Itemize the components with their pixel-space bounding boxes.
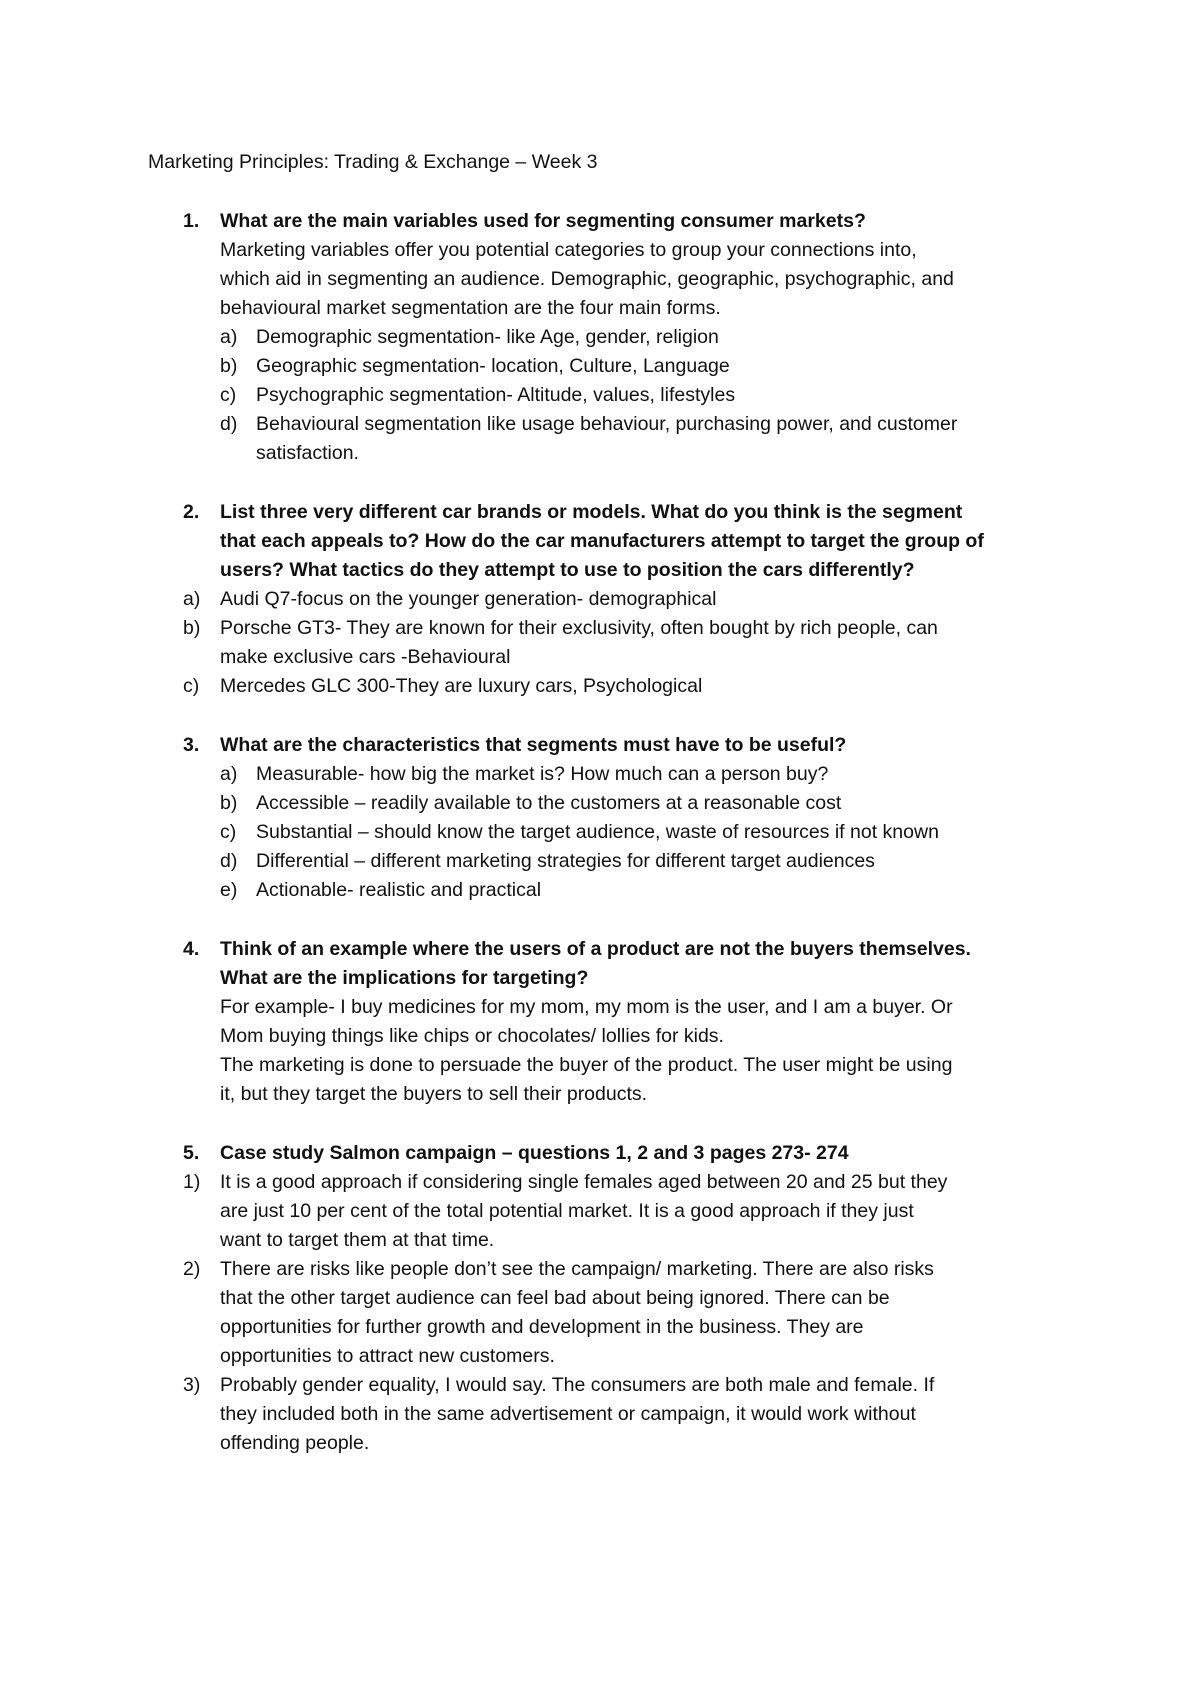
question-text: What are the implications for targeting?: [220, 967, 589, 989]
list-marker: a): [183, 588, 201, 610]
list-item-continued: want to target them at that time.: [220, 1229, 495, 1251]
answer-line: it, but they target the buyers to sell their products.: [220, 1083, 648, 1105]
list-item: Differential – different marketing strategies for different target audiences: [256, 850, 875, 872]
list-item-continued: opportunities to attract new customers.: [220, 1345, 555, 1367]
list-item: Behavioural segmentation like usage behaviour, purchasing power, and customer: [256, 413, 958, 435]
list-marker: c): [220, 384, 237, 406]
question-number: 5.: [183, 1142, 200, 1164]
list-marker: e): [220, 879, 238, 901]
list-item: Porsche GT3- They are known for their exclusivity, often bought by rich people, can: [220, 617, 938, 639]
list-item: Probably gender equality, I would say. The consumers are both male and female. If: [220, 1374, 935, 1396]
list-item-continued: are just 10 per cent of the total potential market. It is a good approach if they just: [220, 1200, 914, 1222]
question-text: List three very different car brands or models. What do you think is the segment: [220, 501, 963, 523]
list-item-continued: make exclusive cars -Behavioural: [220, 646, 511, 668]
list-marker: c): [220, 821, 237, 843]
answer-line: which aid in segmenting an audience. Demographic, geographic, psychographic, and: [220, 268, 954, 290]
list-item-continued: offending people.: [220, 1432, 370, 1454]
list-item: Demographic segmentation- like Age, gender, religion: [256, 326, 719, 348]
list-item-continued: that the other target audience can feel bad about being ignored. There can be: [220, 1287, 890, 1309]
list-marker: b): [220, 792, 238, 814]
list-item: Accessible – readily available to the customers at a reasonable cost: [256, 792, 842, 814]
list-marker: c): [183, 675, 200, 697]
answer-line: Marketing variables offer you potential categories to group your connections into,: [220, 239, 917, 261]
question-number: 4.: [183, 938, 200, 960]
answer-line: Mom buying things like chips or chocolates/ lollies for kids.: [220, 1025, 724, 1047]
question-text: Think of an example where the users of a product are not the buyers themselves.: [220, 938, 971, 960]
list-item: It is a good approach if considering single females aged between 20 and 25 but they: [220, 1171, 948, 1193]
list-item: Geographic segmentation- location, Culture, Language: [256, 355, 730, 377]
list-item: Substantial – should know the target audience, waste of resources if not known: [256, 821, 939, 843]
document-title: Marketing Principles: Trading & Exchange – Week 3: [148, 151, 598, 173]
question-text: Case study Salmon campaign – questions 1, 2 and 3 pages 273- 274: [220, 1142, 849, 1164]
list-item: There are risks like people don’t see the campaign/ marketing. There are also risks: [220, 1258, 934, 1280]
answer-line: The marketing is done to persuade the buyer of the product. The user might be using: [220, 1054, 953, 1076]
list-marker: a): [220, 326, 238, 348]
list-item: Measurable- how big the market is? How much can a person buy?: [256, 763, 829, 785]
question-text: that each appeals to? How do the car manufacturers attempt to target the group of: [220, 530, 984, 552]
list-marker: d): [220, 413, 238, 435]
answer-line: For example- I buy medicines for my mom, my mom is the user, and I am a buyer. Or: [220, 996, 953, 1018]
list-marker: 1): [183, 1171, 201, 1193]
list-item-continued: satisfaction.: [256, 442, 359, 464]
list-item: Actionable- realistic and practical: [256, 879, 542, 901]
question-text: What are the main variables used for segmenting consumer markets?: [220, 210, 866, 232]
answer-line: behavioural market segmentation are the four main forms.: [220, 297, 721, 319]
list-item: Mercedes GLC 300-They are luxury cars, Psychological: [220, 675, 703, 697]
list-item-continued: they included both in the same advertisement or campaign, it would work without: [220, 1403, 916, 1425]
question-number: 1.: [183, 210, 200, 232]
list-item-continued: opportunities for further growth and development in the business. They are: [220, 1316, 864, 1338]
list-marker: a): [220, 763, 238, 785]
question-number: 3.: [183, 734, 200, 756]
list-marker: b): [220, 355, 238, 377]
list-marker: 3): [183, 1374, 201, 1396]
list-marker: d): [220, 850, 238, 872]
list-item: Psychographic segmentation- Altitude, values, lifestyles: [256, 384, 736, 406]
question-text: users? What tactics do they attempt to use to position the cars differently?: [220, 559, 915, 581]
question-text: What are the characteristics that segments must have to be useful?: [220, 734, 847, 756]
list-marker: 2): [183, 1258, 201, 1280]
question-number: 2.: [183, 501, 200, 523]
list-item: Audi Q7-focus on the younger generation- demographical: [220, 588, 717, 610]
list-marker: b): [183, 617, 201, 639]
